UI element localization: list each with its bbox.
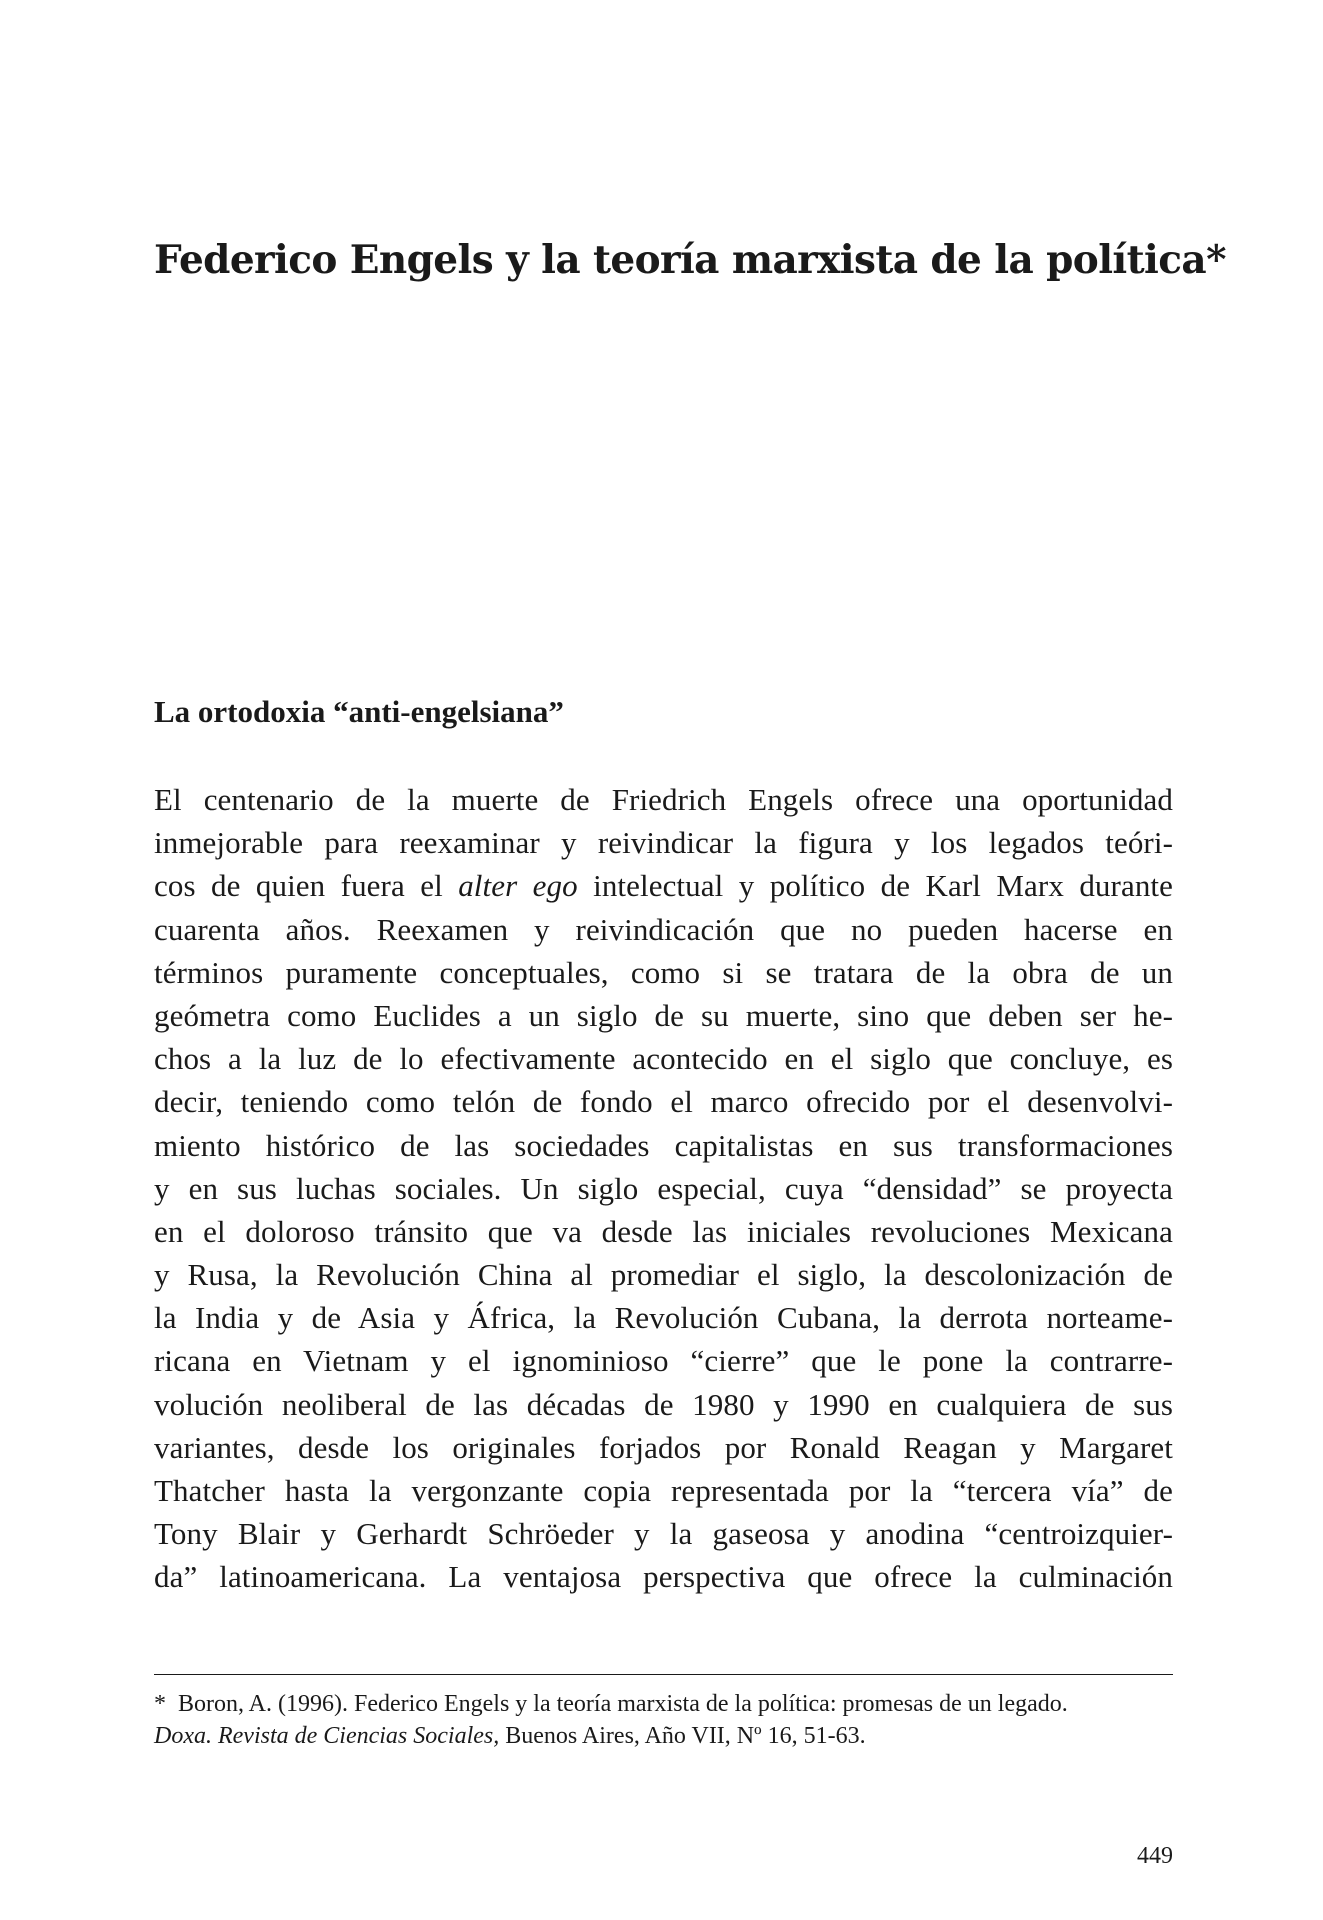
footnote-citation: Boron, A. (1996). Federico Engels y la teoría marxista de la política: promesas de un legado.	[178, 1691, 1068, 1717]
footnote-line-1	[154, 1688, 1173, 1720]
body-line: chos a la luz de lo efectivamente acontecido en el siglo que concluye, es	[154, 1041, 1173, 1077]
footnote-line-2	[154, 1720, 1173, 1752]
footnote-rule	[154, 1674, 1173, 1675]
body-line: ricana en Vietnam y el ignominioso “cierre” que le pone la contrarre-	[154, 1343, 1173, 1379]
section-heading: La ortodoxia “anti-engelsiana”	[154, 694, 564, 729]
body-line: y Rusa, la Revolución China al promediar el siglo, la descolonización de	[154, 1257, 1173, 1293]
footnote-journal: Doxa. Revista de Ciencias Sociales,	[154, 1723, 500, 1749]
italic-term: alter ego	[458, 868, 578, 904]
body-line: y en sus luchas sociales. Un siglo especial, cuya “densidad” se proyecta	[154, 1170, 1173, 1206]
footnote-marker: *	[154, 1691, 166, 1717]
body-line: El centenario de la muerte de Friedrich Engels ofrece una oportunidad	[154, 782, 1173, 817]
body-line: Thatcher hasta la vergonzante copia representada por la “tercera vía” de	[154, 1473, 1173, 1508]
body-line: da” latinoamericana. La ventajosa perspectiva que ofrece la culminación	[154, 1559, 1173, 1595]
footnote-details: Buenos Aires, Año VII, Nº 16, 51-63.	[499, 1723, 866, 1749]
body-text-fragment: cos de quien fuera el	[154, 868, 459, 904]
body-line: miento histórico de las sociedades capitalistas en sus transformaciones	[154, 1127, 1173, 1163]
body-line: inmejorable para reexaminar y reivindicar la figura y los legados teóri-	[154, 825, 1173, 861]
body-line: cuarenta años. Reexamen y reivindicación que no pueden hacerse en	[154, 911, 1173, 947]
chapter-title: Federico Engels y la teoría marxista de la política*	[154, 237, 1226, 283]
body-line: términos puramente conceptuales, como si se tratara de la obra de un	[154, 954, 1173, 990]
body-line: volución neoliberal de las décadas de 1980 y 1990 en cualquiera de sus	[154, 1386, 1173, 1422]
body-line: Tony Blair y Gerhardt Schröeder y la gaseosa y anodina “centroizquier-	[154, 1516, 1173, 1552]
body-paragraph	[154, 778, 1173, 1599]
page-number: 449	[1137, 1843, 1173, 1869]
body-line: geómetra como Euclides a un siglo de su muerte, sino que deben ser he-	[154, 997, 1173, 1033]
footnote	[154, 1688, 1173, 1752]
body-line: en el doloroso tránsito que va desde las iniciales revoluciones Mexicana	[154, 1213, 1173, 1249]
body-line: decir, teniendo como telón de fondo el marco ofrecido por el desenvolvi-	[154, 1084, 1173, 1120]
body-line	[154, 864, 1173, 907]
body-line: variantes, desde los originales forjados por Ronald Reagan y Margaret	[154, 1429, 1173, 1465]
body-text-fragment: intelectual y político de Karl Marx durante	[577, 868, 1173, 904]
body-line: la India y de Asia y África, la Revolución Cubana, la derrota norteame-	[154, 1300, 1173, 1336]
